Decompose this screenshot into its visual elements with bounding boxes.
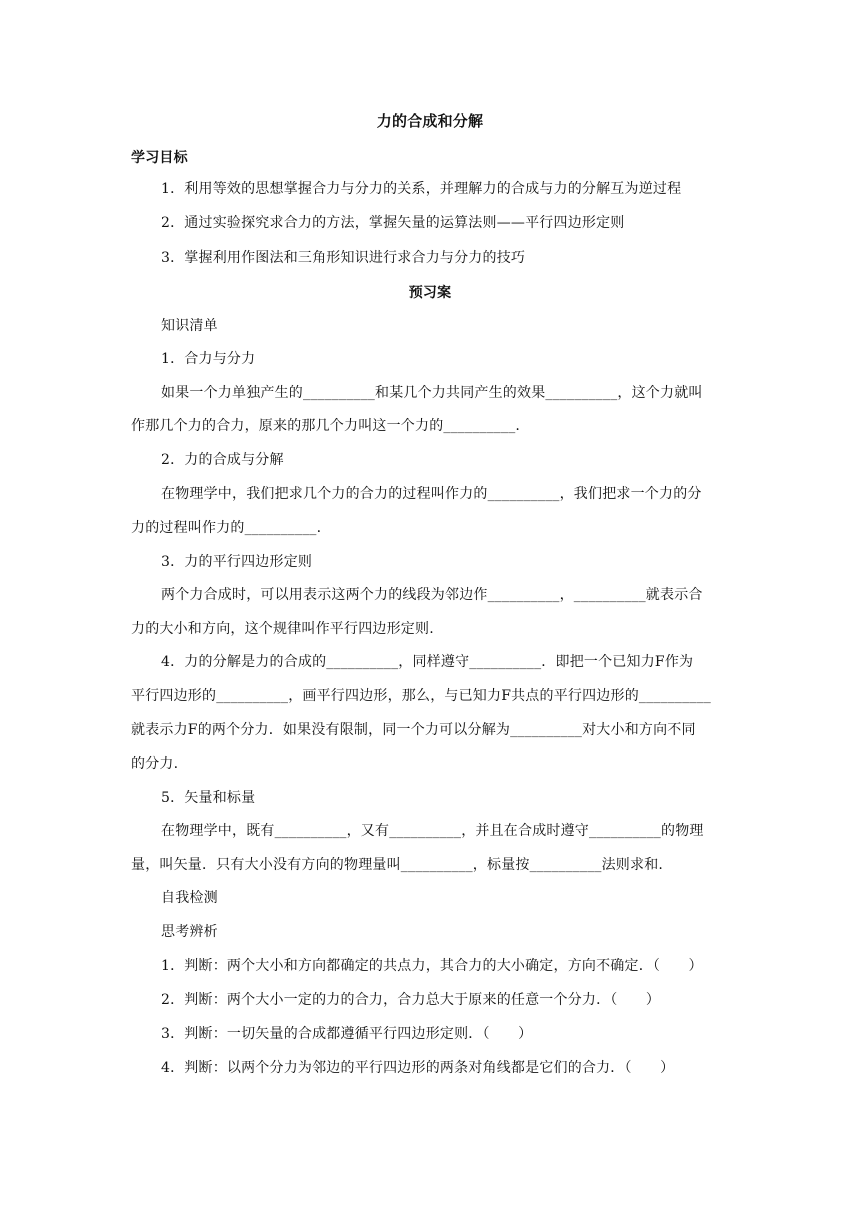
section-line: 如果一个力单独产生的__________和某几个力共同产生的效果__________，这个力就叫 xyxy=(161,385,703,401)
goal-item: 1．利用等效的思想掌握合力与分力的关系，并理解力的合成与力的分解互为逆过程 xyxy=(161,181,682,197)
section-line: 作那几个力的合力，原来的那几个力叫这一个力的__________. xyxy=(131,418,521,434)
judgement-item: 4．判断：以两个分力为邻边的平行四边形的两条对角线都是它们的合力．（ ） xyxy=(161,1060,675,1076)
section-line: 力的过程叫作力的__________. xyxy=(131,520,322,536)
section-line: 在物理学中，我们把求几个力的合力的过程叫作力的__________，我们把求一个力的分 xyxy=(161,486,702,502)
section-title: 3．力的平行四边形定则 xyxy=(161,554,313,570)
judgement-item: 2．判断：两个大小一定的力的合力，合力总大于原来的任意一个分力．（ ） xyxy=(161,992,661,1008)
section-title: 5．矢量和标量 xyxy=(161,790,256,806)
section-line: 平行四边形的__________，画平行四边形，那么，与已知力F共点的平行四边形的__________ xyxy=(131,688,711,704)
section-title: 2．力的合成与分解 xyxy=(161,452,284,468)
goal-item: 3．掌握利用作图法和三角形知识进行求合力与分力的技巧 xyxy=(161,250,526,266)
self-check-subheading: 思考辨析 xyxy=(161,924,218,940)
section-line: 力的大小和方向，这个规律叫作平行四边形定则. xyxy=(131,621,434,637)
section-title: 1．合力与分力 xyxy=(161,351,256,367)
judgement-item: 3．判断：一切矢量的合成都遵循平行四边形定则．（ ） xyxy=(161,1026,533,1042)
judgement-item: 1．判断：两个大小和方向都确定的共点力，其合力的大小确定，方向不确定．（ ） xyxy=(161,958,703,974)
section-line: 在物理学中，既有__________，又有__________，并且在合成时遵守__________的物理 xyxy=(161,823,704,839)
page-title: 力的合成和分解 xyxy=(376,112,484,130)
section-line: 的分力. xyxy=(131,756,179,772)
section-line: 就表示力F的两个分力．如果没有限制，同一个力可以分解为__________对大小和方向不同 xyxy=(131,722,696,738)
preview-heading: 预习案 xyxy=(408,285,452,301)
section-line: 量，叫矢量．只有大小没有方向的物理量叫__________，标量按__________法则求和. xyxy=(131,857,664,873)
knowledge-heading: 知识清单 xyxy=(161,318,218,334)
goals-heading: 学习目标 xyxy=(131,150,188,166)
section-line: 两个力合成时，可以用表示这两个力的线段为邻边作__________，__________就表示合 xyxy=(161,587,703,603)
self-check-heading: 自我检测 xyxy=(161,890,218,906)
section-title: 4．力的分解是力的合成的__________，同样遵守__________．即把一个已知力F作为 xyxy=(161,654,694,670)
goal-item: 2．通过实验探究求合力的方法，掌握矢量的运算法则——平行四边形定则 xyxy=(161,215,625,231)
